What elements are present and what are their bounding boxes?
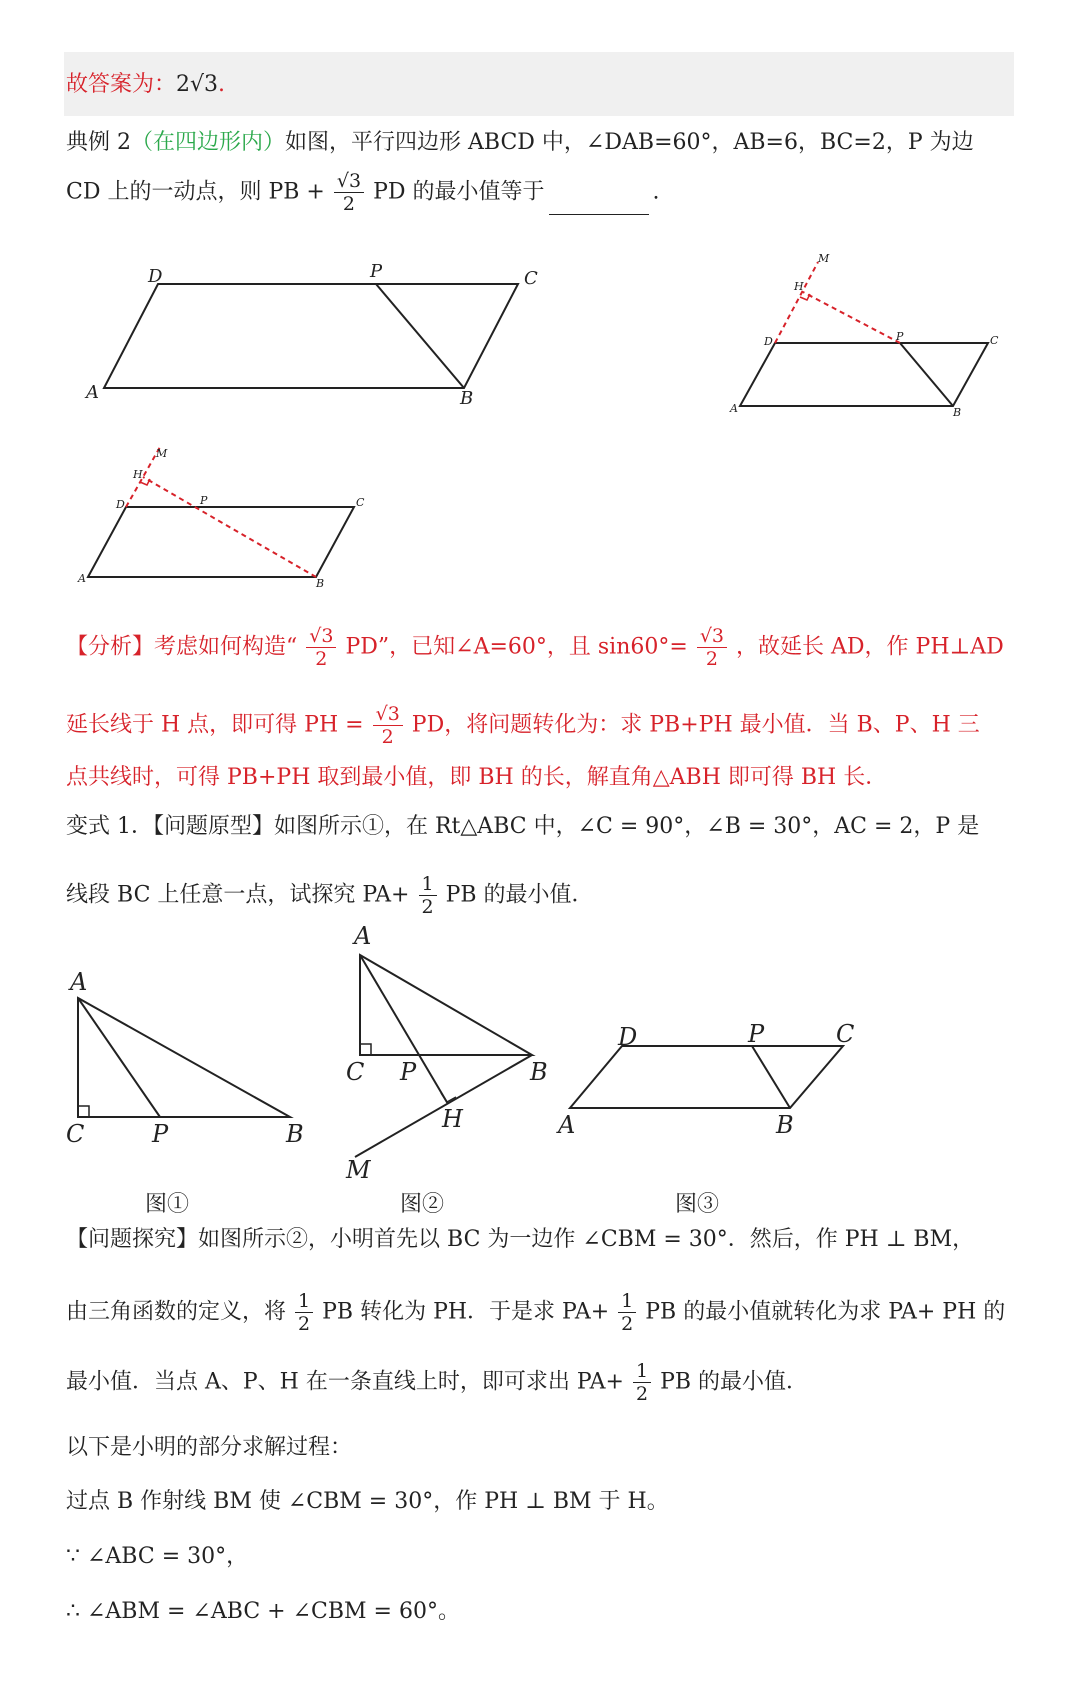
label-a-fig3: A: [558, 1111, 576, 1139]
segment-pb-fig3: [752, 1046, 790, 1108]
label-b-left: B: [316, 577, 325, 590]
explore-line7: ∴ ∠ABM = ∠ABC + ∠CBM = 60°。: [66, 1599, 460, 1624]
triangle-fig2: [360, 955, 532, 1055]
label-b-fig3: B: [776, 1111, 794, 1139]
fraction-num: 1: [633, 1360, 651, 1383]
right-angle-mark-fig1: [78, 1106, 89, 1117]
explore-line5: 过点 B 作射线 BM 使 ∠CBM = 30°，作 PH ⊥ BM 于 H。: [66, 1489, 669, 1514]
analysis-l1-b: PD”，已知∠A=60°，且 sin60°=: [345, 634, 688, 660]
analysis-l2-a: 延长线于 H 点，即可得 PH =: [66, 712, 364, 738]
fraction-num: 1: [419, 873, 437, 896]
label-c-main: C: [524, 268, 538, 289]
label-b-fig1: B: [286, 1120, 304, 1148]
explore-l2-a: 由三角函数的定义，将: [66, 1299, 287, 1325]
analysis-l1-c: ，故延长 AD，作 PH⊥AD: [736, 634, 1004, 660]
variant1-l2-b: PB 的最小值．: [445, 882, 594, 908]
fraction-den: 2: [635, 1383, 649, 1405]
fraction-den: 2: [621, 1313, 634, 1335]
parallelogram-right: [740, 343, 988, 406]
label-h-fig2: H: [442, 1105, 463, 1133]
analysis-l2-b: PD，将问题转化为：求 PB+PH 最小值．当 B、P、H 三: [411, 712, 980, 738]
fraction-num: √3: [373, 703, 403, 726]
label-h-left: H: [133, 468, 143, 481]
answer-label: 故答案为：: [66, 72, 177, 97]
fraction-den: 2: [705, 648, 718, 670]
segment-pb-main: [376, 284, 464, 388]
explore-l3-b: PB 的最小值．: [660, 1369, 809, 1395]
label-c-fig2: C: [346, 1058, 365, 1086]
label-p-fig2: P: [400, 1058, 417, 1086]
variant1-l2-a: 线段 BC 上任意一点，试探究 PA+: [66, 882, 410, 908]
label-d-left: D: [116, 498, 125, 511]
segment-ap-fig1: [78, 998, 160, 1117]
explore-l1: 【问题探究】如图所示②，小明首先以 BC 为一边作 ∠CBM = 30°．然后，作 PH ⊥ BM，: [66, 1227, 975, 1252]
label-b-fig2: B: [530, 1058, 548, 1086]
analysis-l3: 点共线时，可得 PB+PH 取到最小值，即 BH 的长，解直角△ABH 即可得 BH 长．: [66, 765, 888, 790]
label-m-fig2: M: [346, 1156, 371, 1184]
fraction-den: 2: [381, 726, 394, 748]
parallelogram-fig3: [570, 1046, 843, 1108]
label-a-right: A: [730, 402, 738, 415]
fraction-den: 2: [315, 648, 328, 670]
label-c-left: C: [356, 496, 365, 509]
example2-label: 典例 2: [66, 130, 131, 155]
answer-end: .: [218, 72, 226, 97]
segment-pb-right: [900, 343, 953, 406]
figure-caption-2: 图②: [400, 1192, 445, 1217]
fraction-num: 1: [295, 1290, 313, 1313]
label-d-fig3: D: [618, 1023, 638, 1051]
example2-text-a: 如图，平行四边形 ABCD 中，∠DAB=60°，AB=6，BC=2，P 为边: [285, 130, 974, 155]
explore-line4: 以下是小明的部分求解过程：: [66, 1435, 353, 1460]
label-a-fig2: A: [354, 922, 372, 950]
explore-line6: ∵ ∠ABC = 30°，: [66, 1544, 249, 1569]
label-b-main: B: [460, 388, 474, 409]
label-c-fig3: C: [836, 1020, 855, 1048]
label-m-left: M: [156, 447, 168, 460]
example2-text-b2: PD 的最小值等于: [373, 179, 545, 205]
fraction-den: 2: [298, 1313, 311, 1335]
label-c-fig1: C: [66, 1120, 85, 1148]
figure-caption-3: 图③: [675, 1192, 720, 1217]
label-p-fig3: P: [748, 1020, 765, 1048]
label-h-right: H: [794, 280, 804, 293]
example2-text-b1: CD 上的一动点，则 PB +: [66, 179, 325, 205]
segment-bh-left: [143, 477, 316, 577]
analysis-l1-a: 【分析】考虑如何构造“: [66, 634, 298, 660]
label-p-right: P: [896, 330, 904, 343]
explore-l2-b: PB 转化为 PH．于是求 PA+: [322, 1299, 610, 1325]
explore-l2-c: PB 的最小值就转化为求 PA+ PH 的: [645, 1299, 1006, 1325]
fraction-den: 2: [342, 193, 355, 215]
fraction-num: 1: [618, 1290, 636, 1313]
label-c-right: C: [990, 334, 999, 347]
label-p-left: P: [200, 494, 208, 507]
label-a-left: A: [78, 572, 86, 585]
ray-dm-right: [775, 262, 818, 343]
label-p-main: P: [370, 261, 383, 282]
fraction-num: √3: [697, 625, 727, 648]
label-b-right: B: [953, 406, 962, 419]
label-m-right: M: [818, 252, 830, 265]
example2-tag: （在四边形内）: [131, 130, 286, 155]
example2-text-b3: .: [652, 179, 660, 205]
answer-value: 2√3: [176, 72, 219, 97]
parallelogram-main: [104, 284, 518, 388]
label-a-fig1: A: [70, 968, 88, 996]
variant1-l1: 变式 1．【问题原型】如图所示①，在 Rt△ABC 中，∠C = 90°，∠B = 30°，AC = 2，P 是: [66, 814, 980, 839]
segment-ph-right: [803, 292, 900, 343]
triangle-fig1: [78, 998, 290, 1117]
label-p-fig1: P: [152, 1120, 169, 1148]
label-a-main: A: [86, 382, 99, 403]
fraction-den: 2: [421, 896, 434, 918]
label-d-right: D: [764, 335, 773, 348]
label-d-main: D: [148, 266, 163, 287]
fraction-num: √3: [334, 170, 364, 193]
right-angle-mark-fig2: [360, 1044, 371, 1055]
explore-l3-a: 最小值．当点 A、P、H 在一条直线上时，即可求出 PA+: [66, 1369, 624, 1395]
figure-caption-1: 图①: [145, 1192, 190, 1217]
fraction-num: √3: [306, 625, 336, 648]
parallelogram-left: [88, 507, 354, 577]
